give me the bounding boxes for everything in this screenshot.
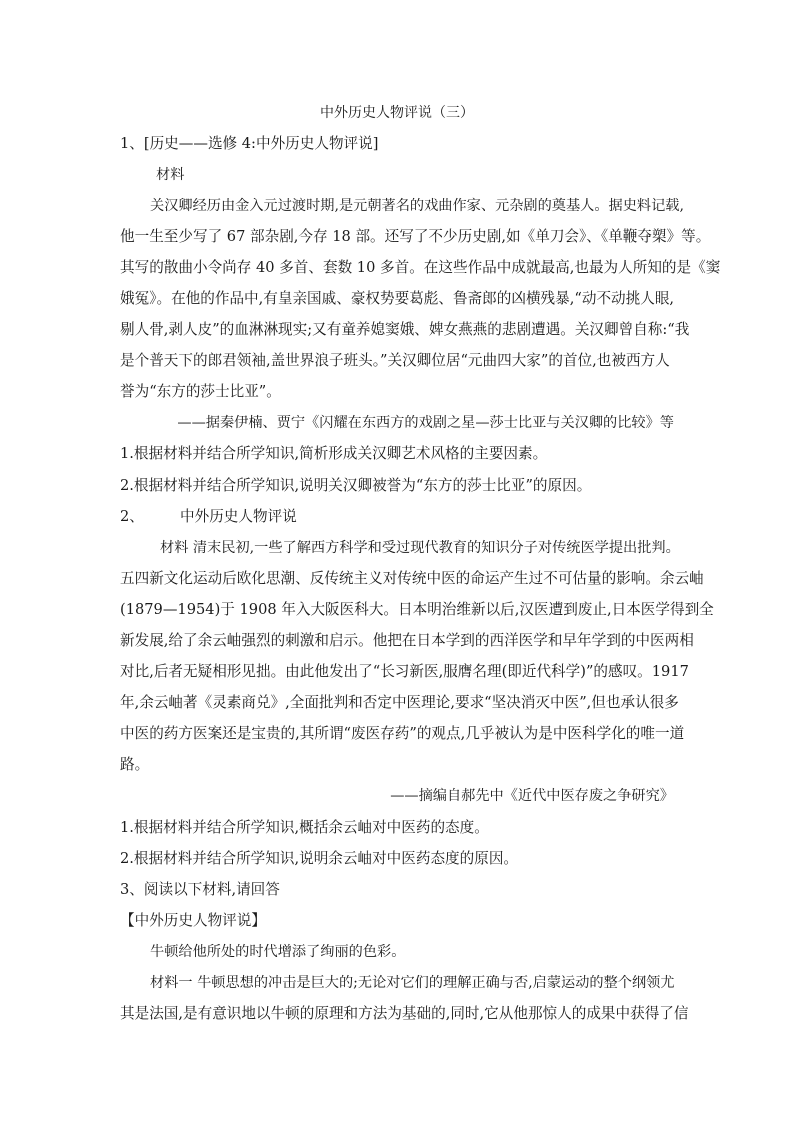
q1-paragraph-line: 娥冤》。在他的作品中,有皇亲国戚、豪权势要葛彪、鲁斋郎的凶横残暴,“动不动挑人眼, xyxy=(120,290,675,307)
q2-paragraph-line: 对比,后者无疑相形见拙。由此他发出了“长习新医,服膺名理(即近代科学)”的感叹。1917 xyxy=(120,663,689,680)
q1-paragraph-line: 是个普天下的郎君领袖,盖世界浪子班头。”关汉卿位居“元曲四大家”的首位,也被西方人 xyxy=(120,352,670,369)
q1-paragraph-line: 誉为“东方的莎士比亚”。 xyxy=(120,383,281,400)
q1-paragraph-line: 剔人骨,剥人皮”的血淋淋现实;又有童养媳窦娥、婢女燕燕的悲剧遭遇。关汉卿曾自称:“我 xyxy=(120,321,690,338)
q2-question-2: 2.根据材料并结合所学知识,说明余云岫对中医药态度的原因。 xyxy=(120,850,519,867)
q1-paragraph-line: 关汉卿经历由金入元过渡时期,是元朝著名的戏曲作家、元杂剧的奠基人。据史料记载, xyxy=(150,198,684,214)
q2-source: ——摘编自郝先中《近代中医存废之争研究》 xyxy=(390,788,674,804)
q2-paragraph-line: (1879—1954)于 1908 年入大阪医科大。日本明治维新以后,汉医遭到废止,日本医学得到全 xyxy=(120,601,714,618)
q2-paragraph-line: 材料 清末民初,一些了解西方科学和受过现代教育的知识分子对传统医学提出批判。 xyxy=(160,540,680,556)
q1-heading: 1、[历史——选修 4:中外历史人物评说] xyxy=(120,135,379,152)
q3-paragraph-line: 材料一 牛顿思想的冲击是巨大的;无论对它们的理解正确与否,启蒙运动的整个纲领尤 xyxy=(150,975,675,991)
q2-question-1: 1.根据材料并结合所学知识,概括余云岫对中医药的态度。 xyxy=(120,819,489,836)
q1-paragraph-line: 其写的散曲小令尚存 40 多首、套数 10 多首。在这些作品中成就最高,也最为人所知的是《窦 xyxy=(120,259,721,276)
q1-material-label: 材料 xyxy=(156,167,185,183)
q1-question-1: 1.根据材料并结合所学知识,简析形成关汉卿艺术风格的主要因素。 xyxy=(120,445,548,462)
q2-number: 2、 xyxy=(120,508,144,525)
q2-heading-row xyxy=(120,507,297,527)
q1-paragraph-line: 他一生至少写了 67 部杂剧,今存 18 部。还写了不少历史剧,如《单刀会》、《单鞭夺槊》等。 xyxy=(120,228,711,245)
q2-paragraph-line: 五四新文化运动后欧化思潮、反传统主义对传统中医的命运产生过不可估量的影响。余云岫 xyxy=(120,570,704,587)
page-title: 中外历史人物评说（三） xyxy=(320,105,474,121)
q1-question-2: 2.根据材料并结合所学知识,说明关汉卿被誉为“东方的莎士比亚”的原因。 xyxy=(120,477,592,494)
q2-paragraph-line: 新发展,给了余云岫强烈的刺激和启示。他把在日本学到的西洋医学和早年学到的中医两相 xyxy=(120,632,694,649)
q3-paragraph-line: 牛顿给他所处的时代增添了绚丽的色彩。 xyxy=(150,944,406,960)
q2-paragraph-line: 中医的药方医案还是宝贵的,其所谓“废医存药”的观点,几乎被认为是中医科学化的唯一道 xyxy=(120,725,685,742)
q2-paragraph-line: 年,余云岫著《灵素商兑》,全面批判和否定中医理论,要求“坚决消灭中医”,但也承认很多 xyxy=(120,694,679,711)
q3-subheading: 【中外历史人物评说】 xyxy=(120,912,266,929)
q2-heading: 中外历史人物评说 xyxy=(180,508,297,525)
q2-paragraph-line: 路。 xyxy=(120,756,150,773)
q1-source: ——据秦伊楠、贾宁《闪耀在东西方的戏剧之星—莎士比亚与关汉卿的比较》等 xyxy=(177,415,674,431)
q3-heading: 3、阅读以下材料,请回答 xyxy=(120,881,280,898)
q3-paragraph-line: 其是法国,是有意识地以牛顿的原理和方法为基础的,同时,它从他那惊人的成果中获得了信 xyxy=(120,1005,689,1022)
